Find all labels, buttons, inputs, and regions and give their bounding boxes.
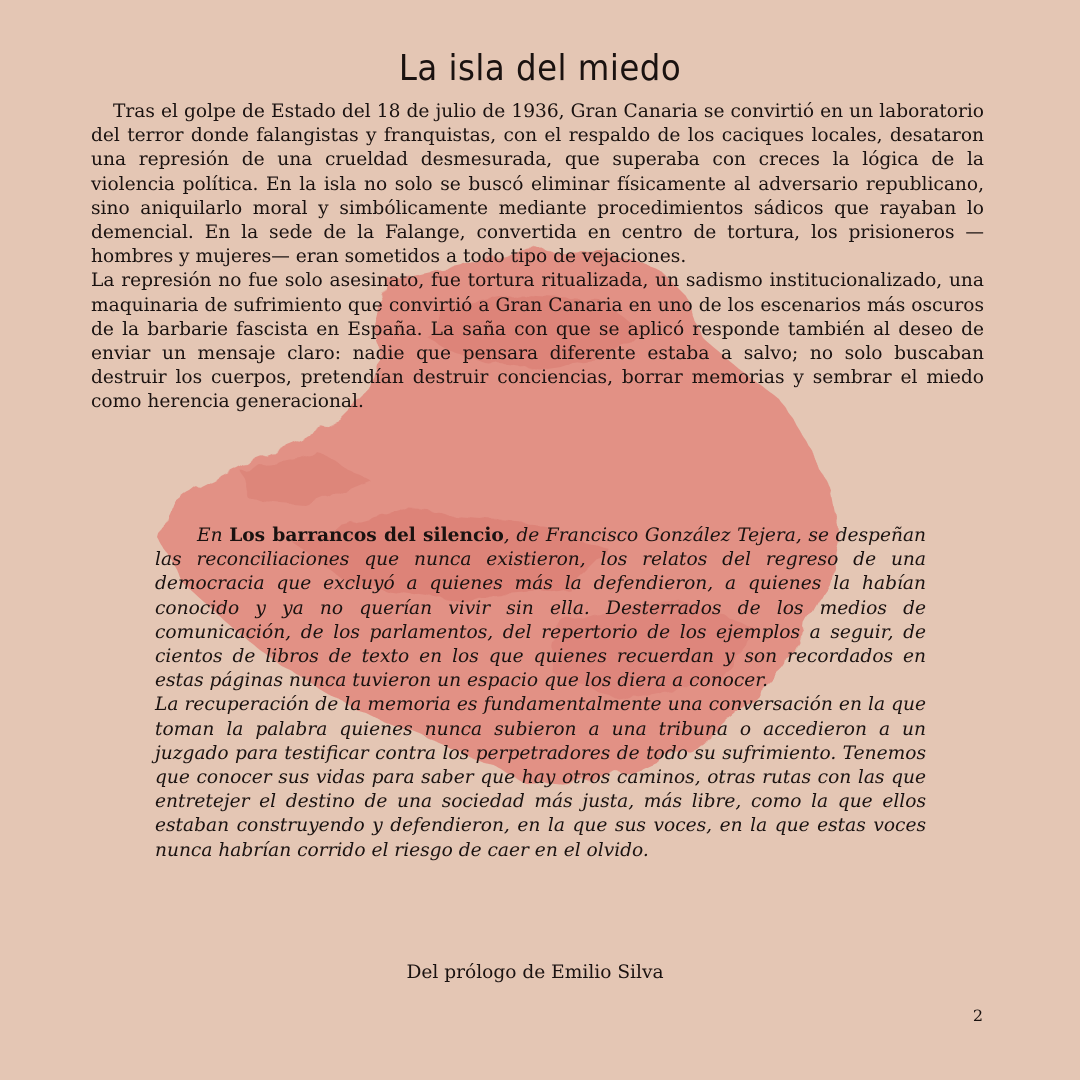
intro-text [91, 100, 984, 415]
page-title: La isla del miedo [398, 48, 682, 89]
quote-attribution: Del prólogo de Emilio Silva [406, 962, 664, 983]
intro-paragraph-1: Tras el golpe de Estado del 18 de julio de 1936, Gran Canaria se convirtió en un laboratorio del terror donde falangistas y franquistas, con el respaldo de los caciques locales, desataron una represión de una crueldad desmesurada, que superaba con creces la lógica de la violencia política. En la isla no solo se buscó eliminar físicamente al adversario republicano, sino aniquilarlo moral y simbólicamente mediante procedimientos sádicos que rayaban lo demencial. En la sede de la Falange, convertida en centro de tortura, los prisioneros —hombres y mujeres— eran sometidos a todo tipo de vejaciones. [91, 101, 984, 268]
quote-paragraph-2: La recuperación de la memoria es fundamentalmente una conversación en la que toman la palabra quienes nunca subieron a una tribuna o accedieron a un juzgado para testificar contra los perpetradores de todo su sufrimiento. Tenemos que conocer sus vidas para saber que hay otros caminos, otras rutas con las que entretejer el destino de una sociedad más justa, más libre, como la que ellos estaban construyendo y defendieron, en la que sus voces, en la que estas voces nunca habrían corrido el riesgo de caer en el olvido. [155, 694, 926, 861]
quote-paragraph-1-text: , de Francisco González Tejera, se despeñan las reconciliaciones que nunca existieron, los relatos del regreso de una democracia que excluyó a quienes más la defendieron, a quienes la habían conocido y ya no querían vivir sin ella. Desterrados de los medios de comunicación, de los parlamentos, del repertorio de los ejemplos a seguir, de cientos de libros de texto en los que quienes recuerdan y son recordados en estas páginas nunca tuvieron un espacio que los diera a conocer. [155, 525, 927, 692]
intro-paragraph-2: La represión no fue solo asesinato, fue tortura ritualizada, un sadismo institucionalizado, una maquinaria de sufrimiento que convirtió a Gran Canaria en uno de los escenarios más oscuros de la barbarie fascista en España. La saña con que se aplicó responde también al deseo de enviar un mensaje claro: nadie que pensara diferente estaba a salvo; no solo buscaban destruir los cuerpos, pretendían destruir conciencias, borrar memorias y sembrar el miedo como herencia generacional. [91, 270, 984, 413]
page-number: 2 [972, 1006, 983, 1025]
book-title: Los barrancos del silencio [229, 525, 504, 546]
quote-paragraph-1 [155, 524, 926, 693]
prologue-quote [155, 524, 926, 863]
quote-lead-in: En [197, 525, 230, 546]
